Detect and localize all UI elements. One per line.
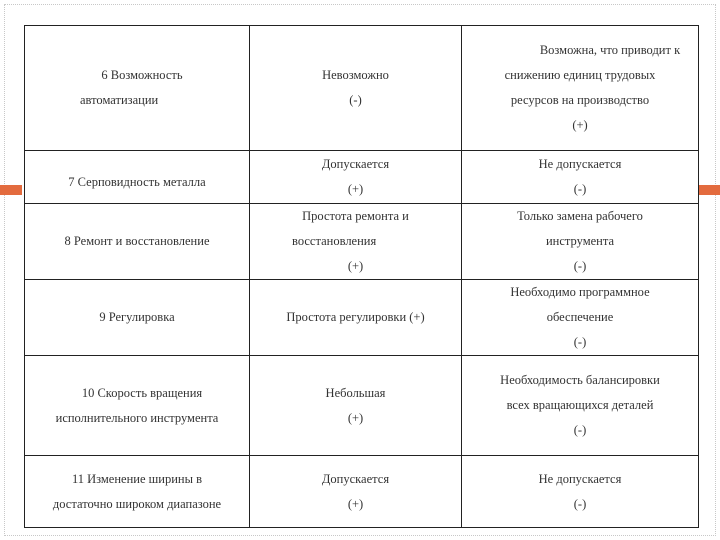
criterion-line: исполнительного инструмента [55, 410, 219, 425]
option-b-line: Не допускается [538, 157, 622, 171]
option-a-cell [250, 204, 462, 280]
table-row [25, 280, 699, 356]
option-b-cell [462, 456, 699, 528]
accent-bar-left [0, 185, 22, 195]
table-row [25, 204, 699, 280]
criterion-cell [25, 204, 250, 280]
table-row [25, 356, 699, 456]
criterion-line: достаточно широком диапазоне [52, 496, 222, 511]
comparison-table [24, 25, 699, 528]
option-a-line: (+) [347, 182, 364, 196]
option-a-line: Небольшая [325, 385, 386, 400]
option-a-line: Простота ремонта и [302, 209, 409, 223]
criterion-cell [25, 280, 250, 356]
option-b-line: (-) [573, 259, 587, 273]
option-b-line: (-) [573, 496, 587, 511]
option-a-line: (-) [349, 93, 362, 107]
option-b-line: Необходимо программное [510, 285, 650, 299]
criterion-line: 9 Регулировка [99, 310, 175, 324]
option-b-line: (+) [572, 118, 588, 132]
criterion-cell [25, 456, 250, 528]
criterion-line: 11 Изменение ширины в [71, 471, 203, 486]
option-b-line: Не допускается [538, 471, 622, 486]
option-b-cell [462, 280, 699, 356]
criterion-cell [25, 151, 250, 204]
option-b-line: (-) [573, 335, 587, 349]
option-a-line: Невозможно [322, 68, 389, 82]
table-row [25, 151, 699, 204]
option-a-line: Простота регулировки (+) [286, 310, 425, 324]
option-b-line: всех вращающихся деталей [506, 398, 654, 412]
option-b-line: инструмента [545, 234, 615, 248]
option-b-cell [462, 356, 699, 456]
table-row [25, 456, 699, 528]
option-a-cell [250, 280, 462, 356]
criterion-cell [25, 356, 250, 456]
option-b-line: ресурсов на производство [510, 93, 650, 107]
option-a-cell [250, 356, 462, 456]
option-a-line: (+) [347, 496, 364, 511]
table-row [25, 26, 699, 151]
option-a-line: (+) [347, 410, 364, 425]
option-a-line: восстановления [292, 234, 377, 248]
accent-bar-right [698, 185, 720, 195]
option-a-line: (+) [347, 259, 364, 273]
option-b-line: Необходимость балансировки [500, 373, 660, 387]
option-a-line: Допускается [321, 471, 390, 486]
criterion-line: 8 Ремонт и восстановление [64, 234, 210, 248]
option-b-cell [462, 204, 699, 280]
option-b-line: Возможна, что приводит к [539, 43, 681, 57]
criterion-line: 10 Скорость вращения [81, 385, 203, 400]
criterion-cell [25, 26, 250, 151]
option-a-line: Допускается [321, 157, 390, 171]
option-b-line: Только замена рабочего [517, 209, 643, 223]
option-a-cell [250, 151, 462, 204]
option-a-cell [250, 26, 462, 151]
option-b-line: обеспечение [546, 310, 614, 324]
option-b-line: (-) [573, 423, 587, 437]
option-a-cell [250, 456, 462, 528]
option-b-line: снижению единиц трудовых [504, 68, 656, 82]
option-b-cell [462, 26, 699, 151]
criterion-line: 7 Серповидность металла [68, 174, 206, 189]
option-b-cell [462, 151, 699, 204]
criterion-line: 6 Возможность [101, 68, 183, 82]
criterion-line: автоматизации [80, 93, 159, 107]
option-b-line: (-) [573, 182, 587, 196]
